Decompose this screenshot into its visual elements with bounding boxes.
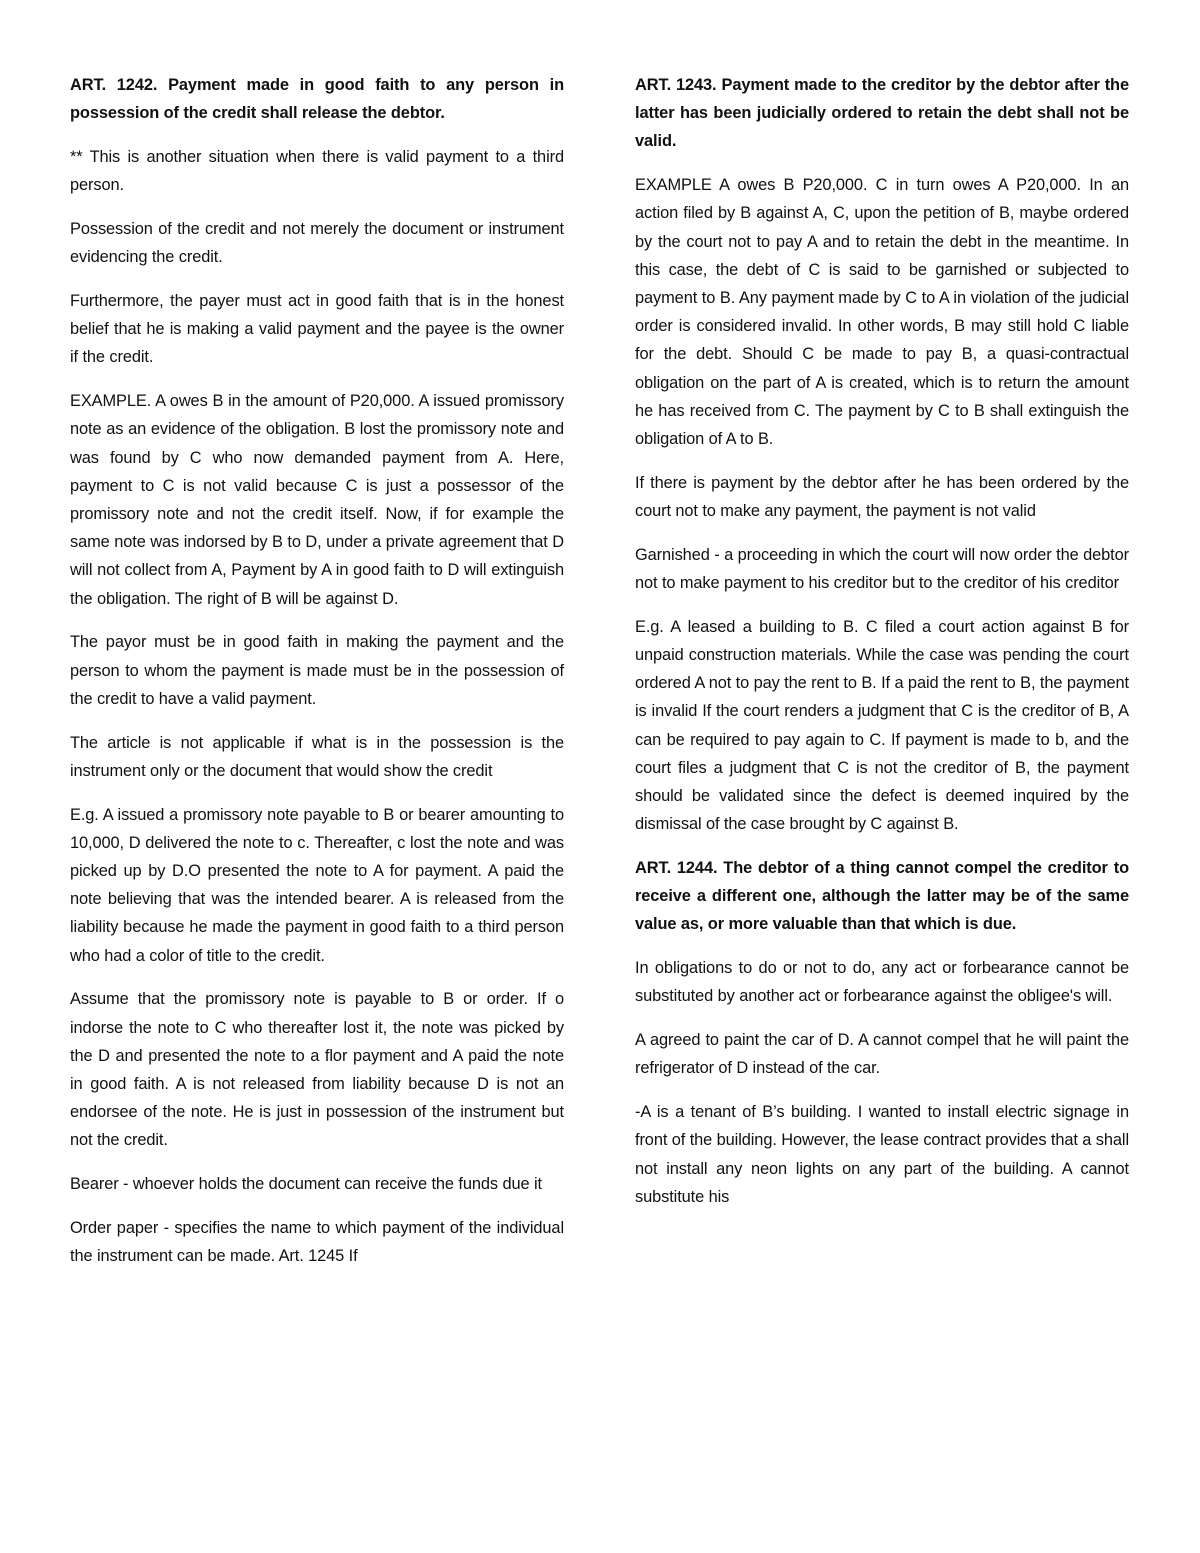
paragraph: Possession of the credit and not merely the document or instrument evidencing the credit. [70, 220, 564, 267]
paragraph: If there is payment by the debtor after he has been ordered by the court not to make any payment, the payment is not valid [635, 473, 1129, 521]
paragraph: EXAMPLE A owes B P20,000. C in turn owes A P20,000. In an action filed by B against A, C, upon the petition of B, maybe ordered by the court not to pay A and to retain the debt in the meantime. In this case, the debt of C is said to be garnished or subjected to payment to B. Any payment made by C to A in violation of the judicial order is considered invalid. In other words, B may still hold C liable for the debt. Should C be made to pay B, a quasi-contractual obligation on the part of A is created, which is to return the amount he has received from C. The payment by C to B shall extinguish the obligation of A to B. [635, 176, 1129, 449]
paragraph: EXAMPLE. A owes B in the amount of P20,000. A issued promissory note as an evidence of the obligation. B lost the promissory note and was found by C who now demanded payment from A. Here, payment to C is not valid because C is just a possessor of the promissory note and not the credit itself. Now, if for example the same note was indorsed by B to D, under a private agreement that D will not collect from A, Payment by A in good faith to D will extinguish the obligation. The right of B will be against D. [70, 392, 564, 608]
paragraph: The payor must be in good faith in making the payment and the person to whom the payment is made must be in the possession of the credit to have a valid payment. [70, 633, 564, 708]
paragraph: A agreed to paint the car of D. A cannot compel that he will paint the refrigerator of D instead of the car. [635, 1031, 1129, 1078]
article-1242-heading: ART. 1242. Payment made in good faith to any person in possession of the credit shall release the debtor. [70, 76, 564, 123]
left-column [70, 71, 564, 1286]
right-column [635, 71, 1129, 1227]
paragraph: In obligations to do or not to do, any act or forbearance cannot be substituted by another act or forbearance against the obligee's will. [635, 959, 1129, 1006]
paragraph: Furthermore, the payer must act in good faith that is in the honest belief that he is making a valid payment and the payee is the owner if the credit. [70, 292, 564, 367]
paragraph: Bearer - whoever holds the document can receive the funds due it [70, 1175, 542, 1194]
paragraph: -A is a tenant of B’s building. I wanted to install electric signage in front of the building. However, the lease contract provides that a shall not install any neon lights on any part of the building. A cannot substitute his [635, 1103, 1129, 1206]
paragraph: E.g. A issued a promissory note payable to B or bearer amounting to 10,000, D delivered the note to c. Thereafter, c lost the note and was picked up by D.O presented the note to A for payment. A paid the note believing that was the intended bearer. A is released from the liability because he made the payment in good faith to a third person who had a color of title to the credit. [70, 805, 564, 965]
paragraph: Assume that the promissory note is payable to B or order. If o indorse the note to C who thereafter lost it, the note was picked by the D and presented the note to a flor payment and A paid the note in good faith. A is not released from liability because D is not an endorsee of the note. He is just in possession of the instrument but not the credit. [70, 990, 564, 1150]
paragraph: E.g. A leased a building to B. C filed a court action against B for unpaid construction materials. While the case was pending the court ordered A not to pay the rent to B. If a paid the rent to B, the payment is invalid If the court renders a judgment that C is the creditor of B, A can be required to pay again to C. If payment is made to b, and the court files a judgment that C is not the creditor of B, the payment should be validated since the defect is deemed inquired by the dismissal of the case brought by C against B. [635, 617, 1129, 834]
article-1244-heading: ART. 1244. The debtor of a thing cannot compel the creditor to receive a different one, although the latter may be of the same value as, or more valuable than that which is due. [635, 859, 1129, 934]
article-1243-heading: ART. 1243. Payment made to the creditor by the debtor after the latter has been judicially ordered to retain the debt shall not be valid. [635, 76, 1129, 151]
paragraph: The article is not applicable if what is in the possession is the instrument only or the document that would show the credit [70, 733, 564, 780]
paragraph: Order paper - specifies the name to which payment of the individual the instrument can be made. Art. 1245 If [70, 1219, 564, 1266]
paragraph: Garnished - a proceeding in which the court will now order the debtor not to make payment to his creditor but to the creditor of his creditor [635, 545, 1129, 593]
paragraph: ** This is another situation when there is valid payment to a third person. [70, 148, 564, 195]
